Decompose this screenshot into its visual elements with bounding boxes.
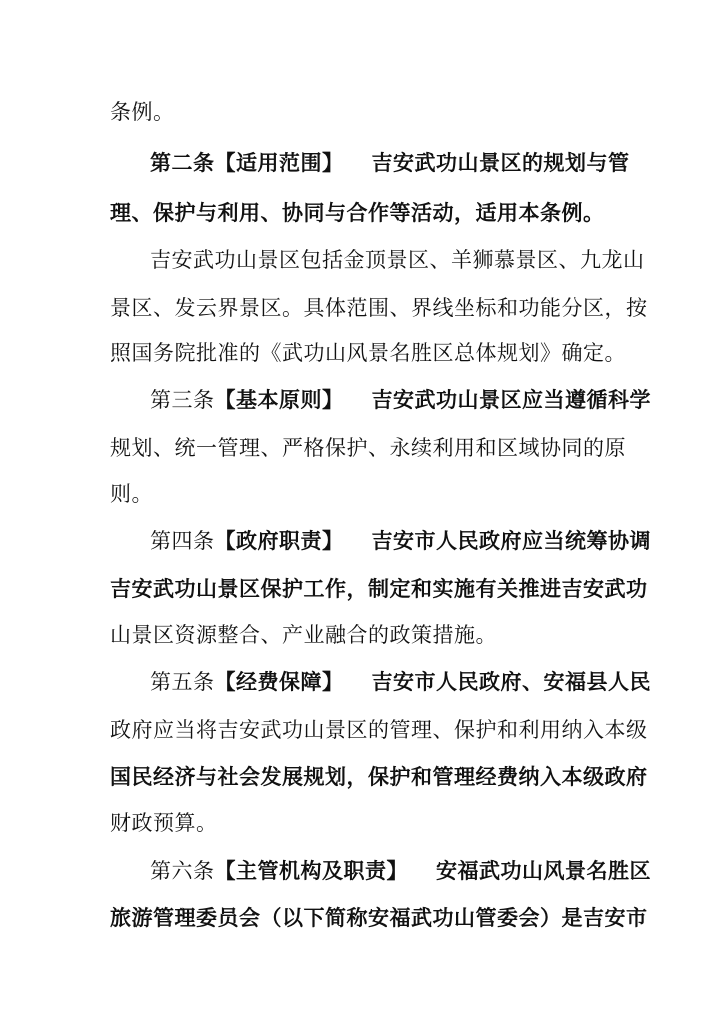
article-text: 吉安武功山景区应当遵循科学	[371, 387, 651, 412]
text-line: 国民经济与社会发展规划，保护和管理经费纳入本级政府	[110, 764, 648, 789]
text-line: 吉安武功山景区保护工作，制定和实施有关推进吉安武功	[110, 576, 648, 601]
article-6-heading	[150, 857, 651, 885]
text-line: 旅游管理委员会（以下简称安福武功山管委会）是吉安市	[110, 905, 648, 930]
article-text: 安福武功山风景名胜区	[436, 858, 651, 883]
article-4-heading	[150, 527, 651, 555]
article-number: 第五条	[150, 670, 215, 694]
text-line: 条例。	[110, 100, 175, 124]
text-line: 规划、统一管理、严格保护、永续利用和区域协同的原	[110, 436, 626, 460]
text-line: 吉安武功山景区包括金顶景区、羊狮慕景区、九龙山	[150, 248, 645, 272]
article-text: 吉安武功山景区的规划与管	[371, 150, 630, 175]
article-number: 第六条	[150, 859, 215, 883]
text-line: 景区、发云界景区。具体范围、界线坐标和功能分区，按	[110, 296, 648, 320]
article-2-heading	[150, 149, 630, 177]
article-title: 【经费保障】	[214, 669, 344, 694]
article-title: 【适用范围】	[214, 150, 344, 175]
article-5-heading	[150, 668, 651, 696]
article-title: 【政府职责】	[214, 528, 344, 553]
article-text: 吉安市人民政府应当统筹协调	[371, 528, 651, 553]
text-line: 则。	[110, 482, 153, 506]
text-line: 山景区资源整合、产业融合的政策措施。	[110, 623, 497, 647]
article-number: 第四条	[150, 529, 215, 553]
text-line: 财政预算。	[110, 811, 218, 835]
article-title: 【基本原则】	[214, 387, 344, 412]
text-line: 政府应当将吉安武功山景区的管理、保护和利用纳入本级	[110, 718, 648, 742]
article-number: 第二条	[150, 150, 215, 175]
text-line: 理、保护与利用、协同与合作等活动，适用本条例。	[110, 200, 605, 225]
article-3-heading	[150, 386, 651, 414]
article-text: 吉安市人民政府、安福县人民	[371, 669, 651, 694]
article-title: 【主管机构及职责】	[214, 858, 408, 883]
article-number: 第三条	[150, 388, 215, 412]
text-line: 照国务院批准的《武功山风景名胜区总体规划》确定。	[110, 341, 626, 365]
